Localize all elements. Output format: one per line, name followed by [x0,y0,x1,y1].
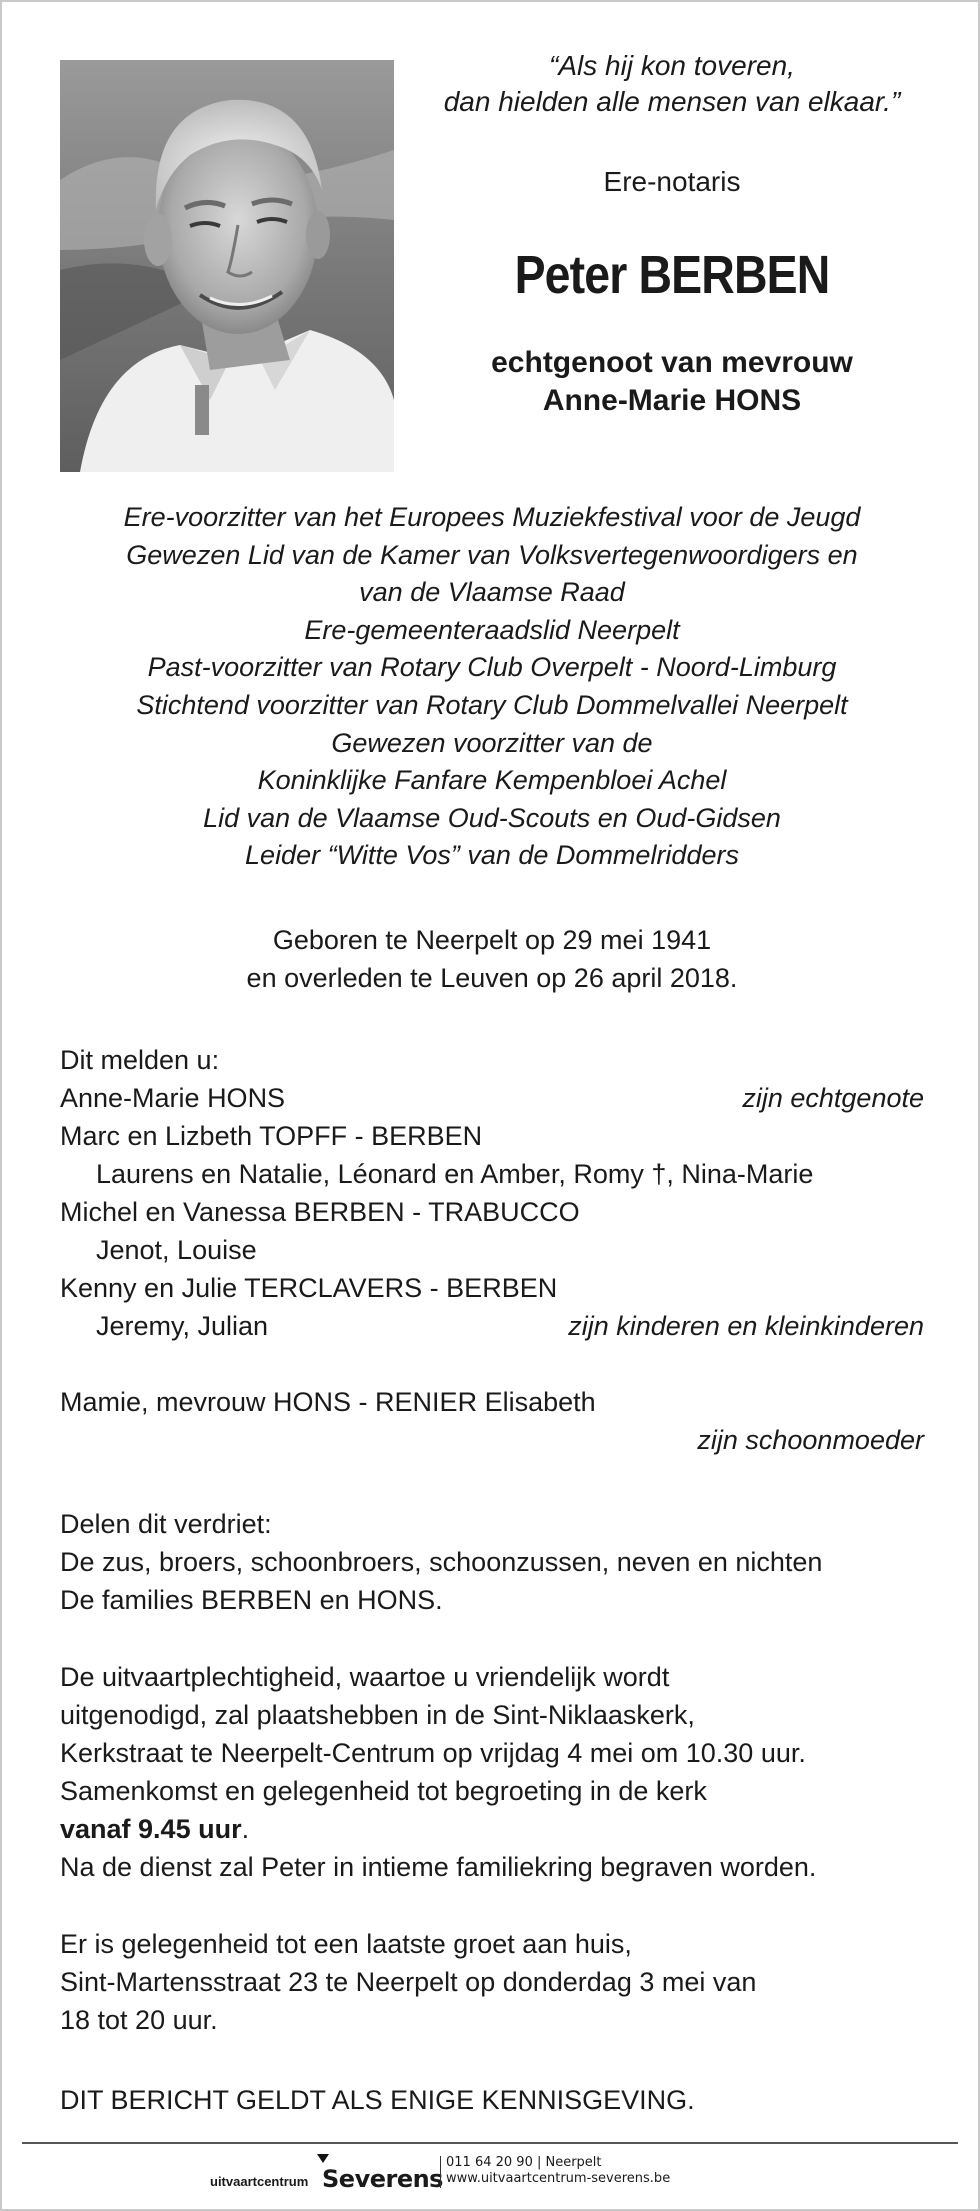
mother-in-law: Mamie, mevrouw HONS - RENIER Elisabeth [60,1387,596,1417]
funeral-section [60,1658,924,1886]
family-row-spouse [60,1079,924,1117]
function-line: Ere-voorzitter van het Europees Muziekfestival voor de Jeugd [123,502,861,532]
spouse-block [402,344,942,420]
sharing-line-2: De families BERBEN en HONS. [60,1585,443,1615]
funeral-line-5-rest: . [241,1814,250,1844]
children-role: zijn kinderen en kleinkinderen [568,1311,924,1341]
grandchildren-2: Jenot, Louise [96,1235,257,1265]
visit-line-3: 18 tot 20 uur. [60,2005,218,2035]
birth-death-dates [42,921,942,997]
function-line: Lid van de Vlaamse Oud-Scouts en Oud-Gidsen [203,802,781,833]
funeral-line-2: uitgenodigd, zal plaatshebben in de Sint-Niklaaskerk, [60,1700,695,1730]
function-line: Past-voorzitter van Rotary Club Overpelt - Noord-Limburg [147,652,837,683]
function-line: van de Vlaamse Raad [359,577,625,608]
function-line: Gewezen voorzitter van de [331,727,653,758]
website-link[interactable]: www.uitvaartcentrum-severens.be [446,2171,671,2186]
grandchildren-3: Jeremy, Julian [96,1311,269,1341]
quote-line-2: dan hielden alle mensen van elkaar.” [443,86,901,117]
sharing-line-1: De zus, broers, schoonbroers, schoonzussen, neven en nichten [60,1547,823,1577]
header-block [402,48,942,420]
spouse-name: Anne-Marie HONS [60,1083,286,1113]
visit-line-2: Sint-Martensstraat 23 te Neerpelt op donderdag 3 mei van [60,1967,757,1997]
birth-line: Geboren te Neerpelt op 29 mei 1941 [272,925,712,955]
spouse-line-2: Anne-Marie HONS [542,384,802,417]
function-line: Gewezen Lid van de Kamer van Volksvertegenwoordigers en [126,539,858,570]
spacer [60,1345,924,1383]
function-line: Ere-gemeenteraadslid Neerpelt [304,614,680,645]
grandchildren-1: Laurens en Natalie, Léonard en Amber, Romy †, Nina-Marie [96,1159,814,1189]
sharing-intro: Delen dit verdriet: [60,1509,272,1539]
footer-separator [440,2156,441,2188]
visit-line-1: Er is gelegenheid tot een laatste groet aan huis, [60,1929,632,1959]
child-1: Marc en Lizbeth TOPFF - BERBEN [60,1121,483,1151]
funeral-line-5 [60,1810,924,1848]
spouse-role: zijn echtgenote [742,1083,924,1113]
quote-line-1: “Als hij kon toveren, [549,50,795,81]
family-row-grandchildren-3 [60,1307,924,1345]
phone-line: 011 64 20 90 | Neerpelt [446,2155,602,2170]
functions-list [42,499,942,875]
spouse-line-1: echtgenoot van mevrouw [491,346,853,379]
funeral-home-footer [2,2152,980,2192]
quote [402,48,942,120]
family-section [60,1041,924,1459]
deceased-name: Peter BERBEN [514,245,830,305]
honorary-title: Ere-notaris [603,166,741,197]
function-line: Koninklijke Fanfare Kempenbloei Achel [257,765,727,796]
mother-in-law-role: zijn schoonmoeder [697,1425,924,1455]
child-3: Kenny en Julie TERCLAVERS - BERBEN [60,1273,558,1303]
notice-section [60,2081,924,2119]
portrait-photo [60,60,394,472]
death-line: en overleden te Leuven op 26 april 2018. [246,963,738,993]
sharing-section [60,1505,924,1619]
funeral-line-3: Kerkstraat te Neerpelt-Centrum op vrijdag 4 mei om 10.30 uur. [60,1738,806,1768]
child-2: Michel en Vanessa BERBEN - TRABUCCO [60,1197,580,1227]
funeral-line-4: Samenkomst en gelegenheid tot begroeting in de kerk [60,1776,707,1806]
funeral-line-1: De uitvaartplechtigheid, waartoe u vriendelijk wordt [60,1662,670,1692]
function-line: Leider “Witte Vos” van de Dommelridders [245,840,739,871]
contact-block [446,2155,670,2187]
funeral-line-6: Na de dienst zal Peter in intieme familiekring begraven worden. [60,1852,817,1882]
brand-name: Severens [322,2165,443,2193]
footer-divider [22,2142,958,2144]
brand-prefix: uitvaartcentrum [210,2174,309,2189]
brand-triangle-icon [317,2154,329,2163]
visit-section [60,1925,924,2039]
family-intro: Dit melden u: [60,1045,220,1075]
visiting-time: vanaf 9.45 uur [60,1814,242,1844]
function-line: Stichtend voorzitter van Rotary Club Dommelvallei Neerpelt [136,689,848,720]
official-notice: DIT BERICHT GELDT ALS ENIGE KENNISGEVING. [60,2085,695,2115]
